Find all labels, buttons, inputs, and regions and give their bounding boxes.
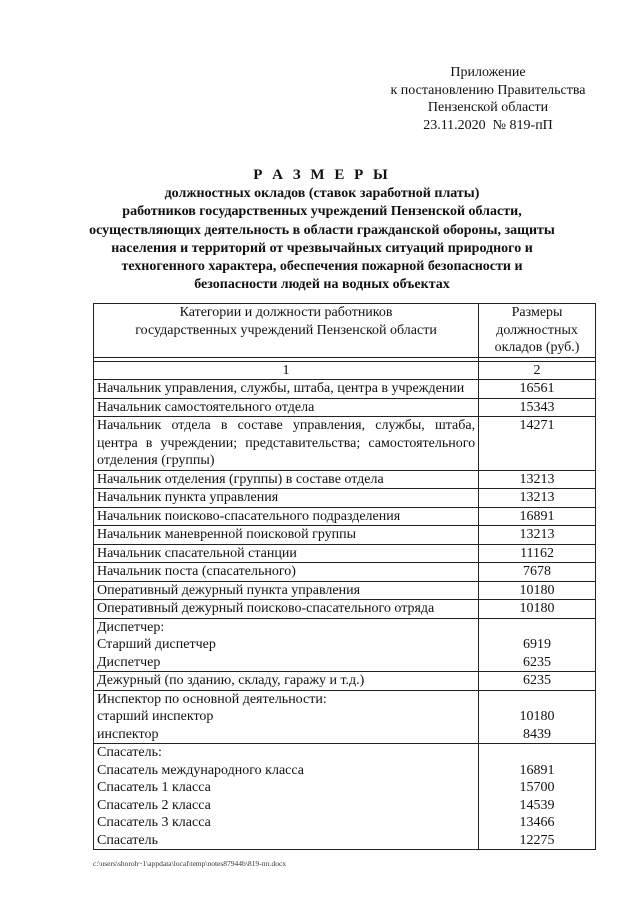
salary-value: 6919 [523,637,552,652]
header-date-number: 23.11.2020 № 819-пП [423,117,553,133]
title-line: безопасности людей на водных объектах [194,277,450,293]
position-name: Начальник спасательной станции [94,544,479,563]
table-row [94,417,596,471]
position-name: Начальник поста (спасательного) [94,563,479,582]
salary-value: 8439 [523,726,552,742]
position-name: Старший диспетчер [97,637,216,652]
table-row [94,600,596,619]
table-row [94,489,596,508]
group-positions [94,690,479,744]
group-values [479,618,596,672]
header-text: государственных учреждений Пензенской области [135,322,437,338]
position-name: Спасатель 3 класса [97,815,211,830]
header-text: Размеры [511,305,563,320]
title-line: работников государственных учреждений Пензенской области, [122,204,522,220]
position-name: Начальник отдела в составе управления, службы, штаба, центра в учреждении; представительства; самостоятельного отделения (группы) [94,417,479,471]
column-index-row [94,361,596,380]
position-name: Спасатель [97,832,158,848]
table-row-group-dispatcher [94,618,596,672]
title-line: населения и территорий от чрезвычайных ситуаций природного и [111,240,533,256]
salary-value: 15700 [519,780,555,795]
salary-value: 12275 [519,832,555,848]
salary-value: 16891 [519,762,555,778]
table-header-row [94,304,596,358]
table-row [94,398,596,417]
table-row-group-rescuer [94,744,596,850]
salary-value: 11162 [479,544,596,563]
salary-value: 6235 [523,654,552,670]
salary-value: 13213 [479,489,596,508]
group-values [479,744,596,850]
position-name: Начальник управления, службы, штаба, центра в учреждении [94,380,479,399]
position-name: старший инспектор [97,709,214,724]
title-line: осуществляющих деятельность в области гражданской обороны, защиты [89,222,555,238]
table-row [94,581,596,600]
column-header-salary [479,304,596,358]
position-name: Начальник маневренной поисковой группы [94,526,479,545]
salary-value: 14539 [519,797,555,813]
table-row [94,380,596,399]
group-positions [94,744,479,850]
salary-value: 15343 [479,398,596,417]
table-row-group-inspector [94,690,596,744]
column-index: 1 [94,361,479,380]
header-text: окладов (руб.) [494,340,580,355]
salary-value: 7678 [479,563,596,582]
document-title [86,166,558,294]
group-values [479,690,596,744]
position-name: Начальник пункта управления [94,489,479,508]
column-index: 2 [479,361,596,380]
header-text: Категории и должности работников [179,305,393,320]
salary-value: 13213 [479,470,596,489]
group-title: Инспектор по основной деятельности: [97,691,327,707]
salary-value: 16891 [479,507,596,526]
position-name: Оперативный дежурный поисково-спасательного отряда [94,600,479,619]
salary-value: 10180 [479,581,596,600]
position-name: Диспетчер [97,654,161,670]
header-line: Приложение [450,65,526,80]
header-text: должностных [496,322,578,338]
salary-value: 13213 [479,526,596,545]
title-main: Р А З М Е Р Ы [253,167,391,183]
position-name: Оперативный дежурный пункта управления [94,581,479,600]
table-row [94,672,596,691]
salary-value: 13466 [519,815,555,830]
salary-value: 10180 [479,600,596,619]
appendix-header [370,64,606,134]
group-title: Диспетчер: [97,619,165,635]
salary-value: 6235 [479,672,596,691]
group-title: Спасатель: [97,745,162,760]
file-path-footer: c:\users\shoroh~1\appdata\local\temp\notes87944b\819-пп.docx [93,859,287,868]
salary-table [93,303,596,850]
table-row [94,544,596,563]
column-header-positions [94,304,479,358]
salary-value: 14271 [479,417,596,471]
table-row [94,507,596,526]
position-name: Начальник самостоятельного отдела [94,398,479,417]
table-row [94,470,596,489]
title-line: техногенного характера, обеспечения пожарной безопасности и [121,259,523,275]
salary-value: 10180 [519,709,555,724]
table-row [94,526,596,545]
group-positions [94,618,479,672]
title-line: должностных окладов (ставок заработной платы) [164,186,480,202]
header-line: к постановлению Правительства [390,82,586,98]
position-name: инспектор [97,726,159,742]
table-row [94,563,596,582]
header-line: Пензенской области [427,100,549,115]
position-name: Дежурный (по зданию, складу, гаражу и т.д.) [94,672,479,691]
position-name: Спасатель международного класса [97,762,304,778]
salary-value: 16561 [479,380,596,399]
position-name: Начальник отделения (группы) в составе отдела [94,470,479,489]
position-name: Начальник поисково-спасательного подразделения [94,507,479,526]
position-name: Спасатель 1 класса [97,780,211,795]
position-name: Спасатель 2 класса [97,797,211,813]
